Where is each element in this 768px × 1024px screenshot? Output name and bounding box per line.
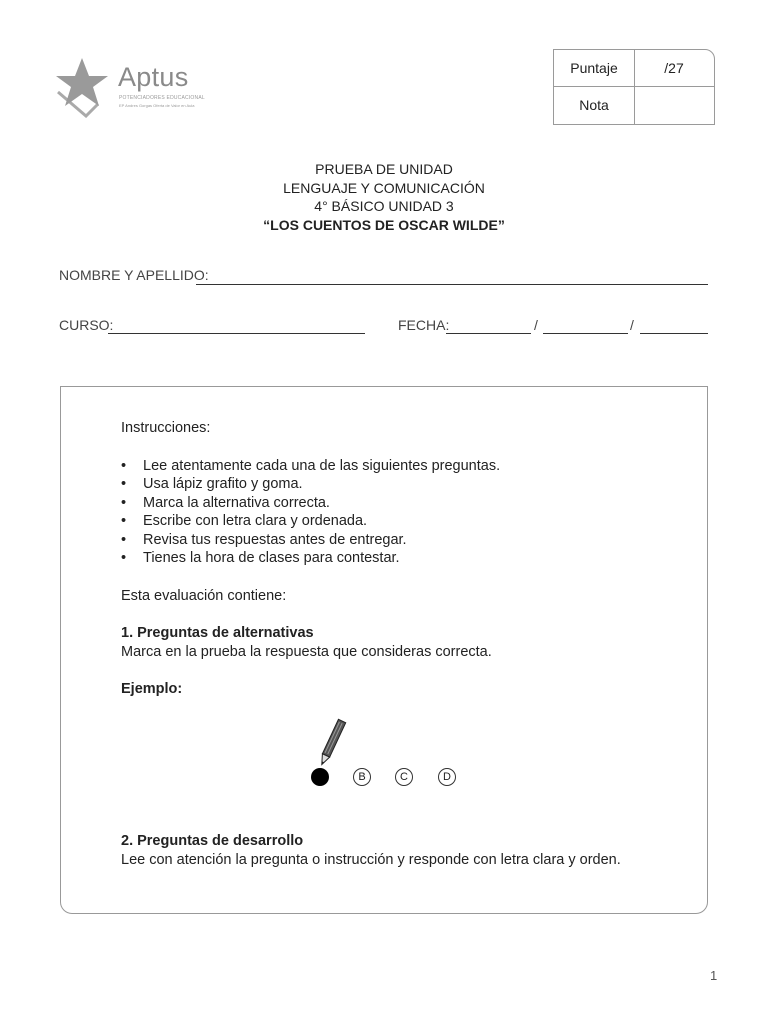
option-b[interactable]: B (353, 768, 371, 786)
instructions-list (121, 457, 691, 568)
title-line-2: LENGUAJE Y COMUNICACIÓN (283, 179, 485, 196)
date-label: FECHA: (398, 317, 450, 333)
section2 (121, 832, 691, 869)
section2-title: 2. Preguntas de desarrollo (121, 833, 304, 849)
instructions-content (121, 419, 691, 699)
logo-brand: Aptus (118, 62, 189, 92)
logo-subtagline: EP Andres Gorgas Oferta de Valor en Aula (119, 103, 195, 108)
date-year-line[interactable] (640, 333, 708, 334)
aptus-logo (52, 56, 205, 118)
date-month-line[interactable] (543, 333, 628, 334)
page-number: 1 (710, 968, 718, 983)
instruction-item: • Usa lápiz grafito y goma. (121, 475, 691, 494)
option-d[interactable]: D (438, 768, 456, 786)
instruction-item: • Escribe con letra clara y ordenada. (121, 512, 691, 531)
section2-text: Lee con atención la pregunta o instrucción y responde con letra clara y orden. (121, 851, 621, 868)
test-title (0, 160, 768, 234)
section1-text: Marca en la prueba la respuesta que consideras correcta. (121, 643, 492, 660)
instructions-heading: Instrucciones: (121, 420, 211, 436)
title-line-3: 4° BÁSICO UNIDAD 3 (314, 198, 454, 214)
nota-label: Nota (579, 97, 609, 113)
title-line-1: PRUEBA DE UNIDAD (315, 161, 453, 177)
nota-value-field[interactable] (634, 86, 714, 124)
puntaje-value: /27 (664, 60, 684, 76)
instruction-item: • Revisa tus respuestas antes de entregar. (121, 531, 691, 550)
option-c[interactable]: C (395, 768, 413, 786)
name-label: NOMBRE Y APELLIDO: (59, 267, 209, 283)
star-logo-icon (52, 56, 114, 118)
pencil-icon (312, 717, 352, 773)
option-a-filled[interactable] (311, 768, 329, 786)
section1-title: 1. Preguntas de alternativas (121, 625, 314, 641)
example-label: Ejemplo: (121, 681, 183, 697)
name-input-line[interactable] (196, 284, 708, 285)
instruction-item: • Marca la alternativa correcta. (121, 494, 691, 513)
course-input-line[interactable] (108, 333, 365, 334)
date-separator-2: / (630, 317, 634, 333)
instruction-item: • Lee atentamente cada una de las siguientes preguntas. (121, 457, 691, 476)
contains-text: Esta evaluación contiene: (121, 587, 287, 604)
logo-tagline: POTENCIADORES EDUCACIONAL (119, 95, 205, 101)
date-day-line[interactable] (446, 333, 531, 334)
title-line-4: “LOS CUENTOS DE OSCAR WILDE” (263, 216, 505, 233)
example-answer (300, 715, 470, 795)
score-box (553, 49, 715, 125)
course-label: CURSO: (59, 317, 114, 333)
puntaje-label: Puntaje (570, 60, 618, 76)
date-separator-1: / (534, 317, 538, 333)
instruction-item: • Tienes la hora de clases para contestar. (121, 549, 691, 568)
